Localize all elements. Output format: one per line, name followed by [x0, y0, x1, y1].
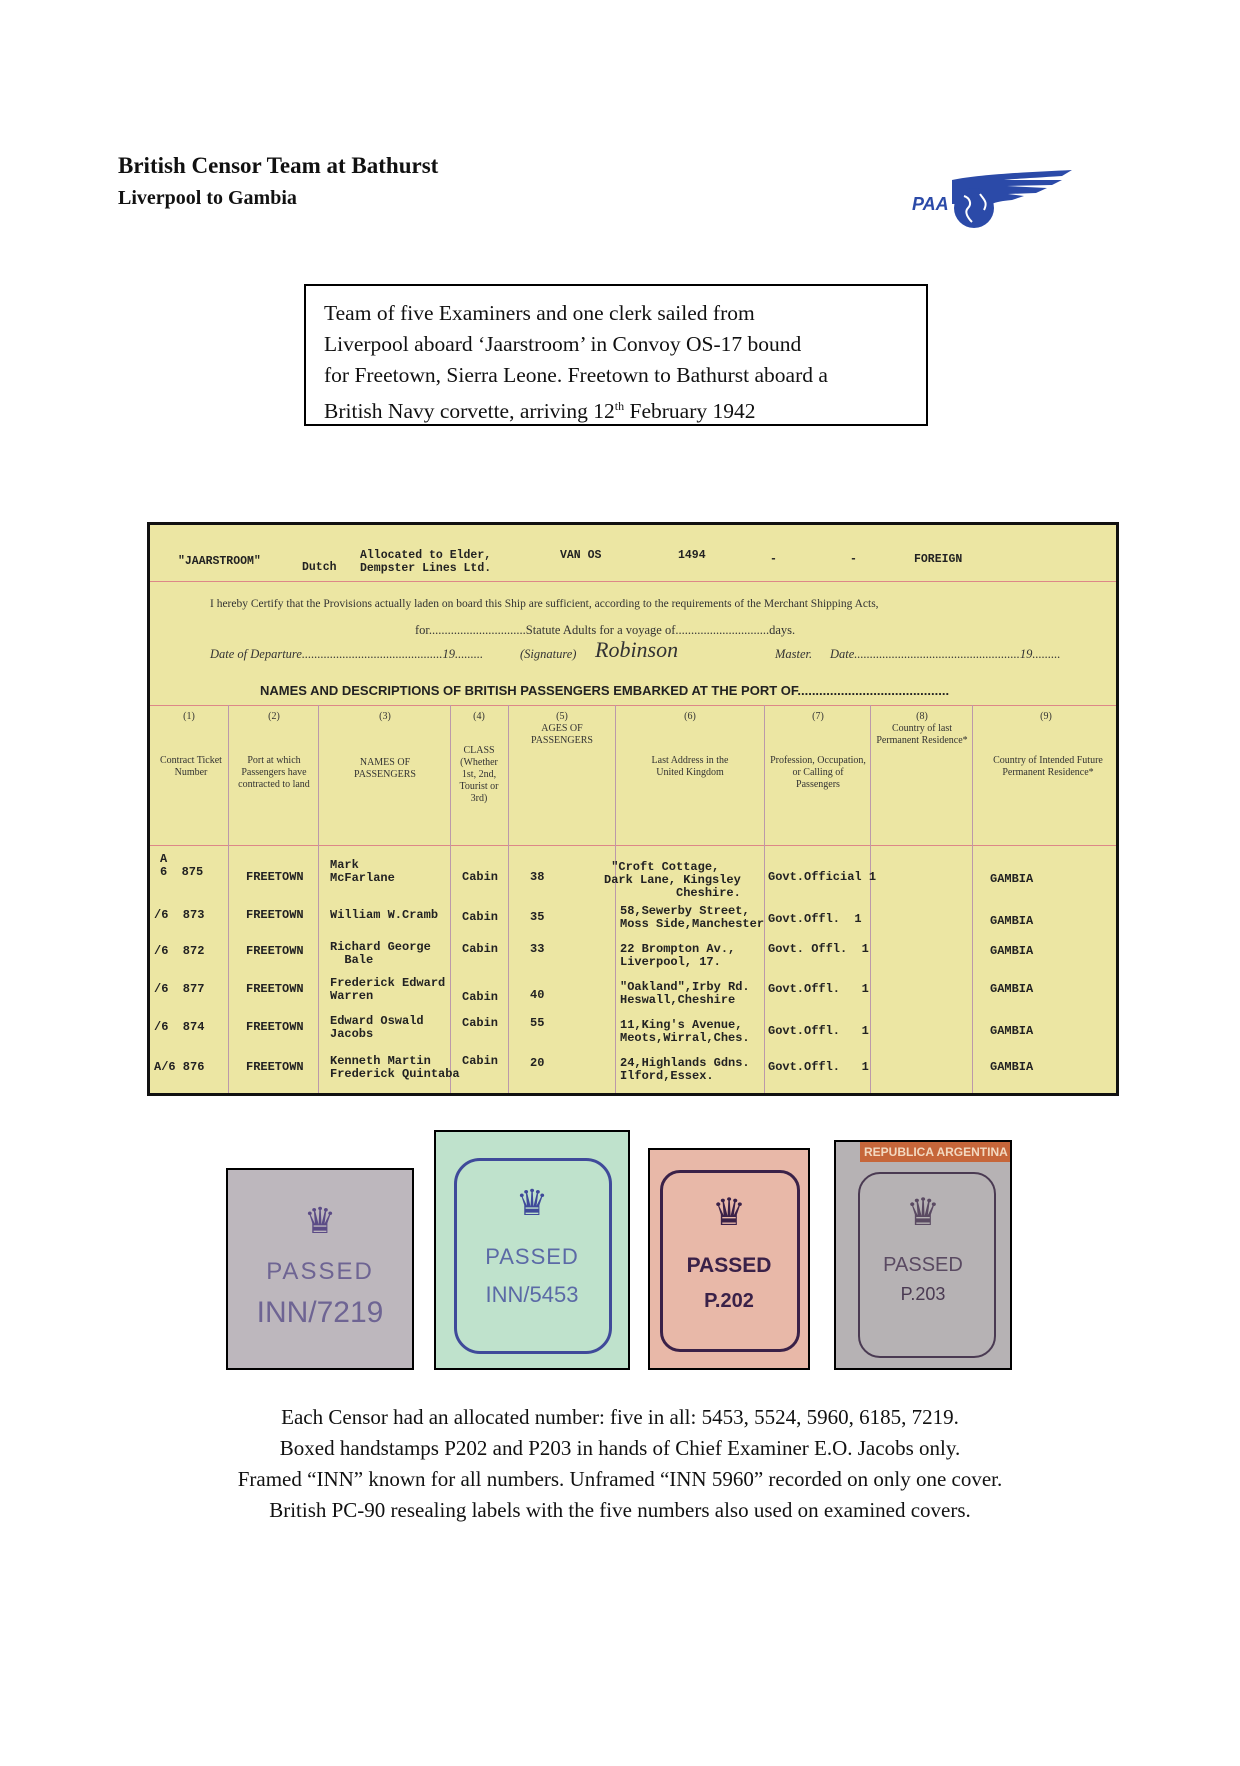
address: 58,Sewerby Street, Moss Side,Manchester: [620, 904, 765, 931]
names-heading: NAMES AND DESCRIPTIONS OF BRITISH PASSENGERS EMBARKED AT THE PORT OF..........................................: [260, 683, 950, 698]
page-title: British Censor Team at Bathurst: [118, 153, 439, 178]
ship-name: "JAARSTROOM": [178, 555, 261, 568]
censor-stamp-p203: [834, 1140, 1012, 1370]
logo-text: PAA: [912, 194, 949, 214]
info-box: [304, 284, 928, 426]
col-label-8: Country of last Permanent Residence*: [876, 723, 968, 746]
stamp-word: PASSED: [266, 1258, 374, 1285]
crown-icon: ♛: [905, 1192, 941, 1234]
profession: Govt.Offl. 1: [768, 982, 869, 996]
info-line-4-sup: th: [614, 399, 625, 413]
col-label-3: NAMES OF PASSENGERS: [354, 757, 416, 780]
class: Cabin: [462, 1054, 499, 1068]
ship-number: 1494: [678, 549, 706, 562]
future-residence: GAMBIA: [990, 872, 1034, 886]
foreign-label: FOREIGN: [914, 553, 963, 566]
address: "Croft Cottage, Dark Lane, Kingsley Cheshire.: [604, 860, 741, 900]
stamp-number: P.202: [704, 1290, 754, 1312]
passenger-name: Richard George Bale: [330, 940, 431, 967]
departure-date: Date of Departure.............................................19.........: [210, 647, 484, 661]
allocated-line-2: Dempster Lines Ltd.: [360, 562, 492, 575]
col-num-1: (1): [183, 711, 195, 722]
ship-nationality: Dutch: [302, 561, 337, 574]
paa-logo: [912, 170, 1072, 232]
dash-1: -: [770, 553, 777, 566]
signature-handwriting: Robinson: [595, 637, 679, 662]
info-line-4-pre: British Navy corvette, arriving 12: [324, 399, 615, 424]
stamp-number: INN/5453: [485, 1282, 579, 1307]
col-num-2: (2): [268, 711, 280, 722]
passenger-name: Kenneth Martin Frederick Quintaba: [330, 1054, 460, 1081]
stamp-number: INN/7219: [256, 1296, 384, 1329]
address: 11,King's Avenue, Meots,Wirral,Ches.: [620, 1018, 750, 1045]
col-label-2: Port at which Passengers have contracted to land: [238, 755, 310, 790]
caption-line-2: Boxed handstamps P202 and P203 in hands of Chief Examiner E.O. Jacobs only.: [279, 1436, 961, 1460]
caption-line-1: Each Censor had an allocated number: five in all: 5453, 5524, 5960, 6185, 7219.: [281, 1405, 959, 1429]
postage-stamp-strip: REPUBLICA ARGENTINA: [860, 1142, 1012, 1162]
ticket-number: A/6 876: [154, 1060, 205, 1074]
age: 38: [530, 870, 545, 884]
info-line-3: for Freetown, Sierra Leone. Freetown to Bathurst aboard a: [324, 363, 828, 387]
passenger-name: Frederick Edward Warren: [330, 976, 446, 1003]
ticket-number: A 6 875: [160, 852, 204, 879]
stamp-word: PASSED: [485, 1244, 579, 1269]
col-label-5: AGES OF PASSENGERS: [531, 723, 593, 746]
table-header-line: [150, 845, 1119, 846]
caption-line-3: Framed “INN” known for all numbers. Unframed “INN 5960” recorded on only one cover.: [237, 1467, 1003, 1491]
col-sep: [972, 705, 973, 1096]
future-residence: GAMBIA: [990, 1024, 1034, 1038]
age: 40: [530, 988, 545, 1002]
stamp-number: P.203: [900, 1284, 946, 1304]
passenger-name: Edward Oswald Jacobs: [330, 1014, 424, 1041]
table-top-line: [150, 705, 1119, 706]
col-num-4: (4): [473, 711, 485, 722]
future-residence: GAMBIA: [990, 914, 1034, 928]
col-sep: [318, 705, 319, 1096]
paa-winged-globe-icon: [912, 170, 1072, 232]
info-line-1: Team of five Examiners and one clerk sailed from: [324, 301, 755, 325]
class: Cabin: [462, 870, 499, 884]
info-line-4-post: February 1942: [624, 399, 756, 424]
age: 55: [530, 1016, 545, 1030]
crown-icon: ♛: [303, 1200, 337, 1241]
master-label: Master.: [775, 647, 813, 661]
address: 22 Brompton Av., Liverpool, 17.: [620, 942, 736, 969]
page-subtitle: Liverpool to Gambia: [118, 187, 297, 209]
col-sep: [764, 705, 765, 1096]
signature-label: (Signature): [520, 647, 577, 661]
profession: Govt.Offl. 1: [768, 1024, 869, 1038]
date-label: Date.....................................................19.........: [830, 647, 1061, 661]
class: Cabin: [462, 942, 499, 956]
stamp-word: PASSED: [883, 1254, 963, 1276]
cert-line-2: for...............................Statute Adults for a voyage of..............................days.: [415, 623, 796, 637]
profession: Govt.Official 1: [768, 870, 877, 884]
class: Cabin: [462, 910, 499, 924]
age: 33: [530, 942, 545, 956]
col-sep: [870, 705, 871, 1096]
profession: Govt.Offl. 1: [768, 1060, 869, 1074]
passenger-name: Mark McFarlane: [330, 858, 395, 885]
col-label-6: Last Address in the United Kingdom: [651, 755, 729, 778]
col-sep: [228, 705, 229, 1096]
ticket-number: /6 877: [154, 982, 205, 996]
censor-stamp-inn-7219: [226, 1168, 414, 1370]
col-num-7: (7): [812, 711, 824, 722]
info-line-4: [324, 391, 908, 427]
port: FREETOWN: [246, 944, 304, 958]
col-label-7: Profession, Occupation, or Calling of Passengers: [770, 755, 866, 790]
future-residence: GAMBIA: [990, 982, 1034, 996]
ticket-number: /6 872: [154, 944, 205, 958]
ticket-number: /6 873: [154, 908, 205, 922]
ticket-number: /6 874: [154, 1020, 205, 1034]
stamp-word: PASSED: [686, 1254, 772, 1277]
crown-icon: ♛: [515, 1182, 549, 1223]
col-label-4: CLASS (Whether 1st, 2nd, Tourist or 3rd): [459, 745, 499, 804]
col-num-5: (5): [556, 711, 568, 722]
future-residence: GAMBIA: [990, 944, 1034, 958]
age: 35: [530, 910, 545, 924]
profession: Govt.Offl. 1: [768, 912, 862, 926]
censor-stamp-p202: [648, 1148, 810, 1370]
col-label-9: Country of Intended Future Permanent Residence*: [993, 755, 1103, 778]
censor-stamp-inn-5453: [434, 1130, 630, 1370]
col-num-9: (9): [1040, 711, 1052, 722]
class: Cabin: [462, 990, 499, 1004]
col-label-1: Contract Ticket Number: [160, 755, 222, 778]
van-os: VAN OS: [560, 549, 602, 562]
col-num-8: (8): [916, 711, 928, 722]
col-num-6: (6): [684, 711, 696, 722]
dash-2: -: [850, 553, 857, 566]
port: FREETOWN: [246, 982, 304, 996]
cert-line-1: I hereby Certify that the Provisions actually laden on board this Ship are sufficient, according to the requirements of the Merchant Shipping Acts,: [210, 598, 879, 610]
address: 24,Highlands Gdns. Ilford,Essex.: [620, 1056, 750, 1083]
port: FREETOWN: [246, 870, 304, 884]
caption: [0, 1402, 1240, 1526]
port: FREETOWN: [246, 1020, 304, 1034]
info-line-2: Liverpool aboard ‘Jaarstroom’ in Convoy OS-17 bound: [324, 332, 802, 356]
passenger-name: William W.Cramb: [330, 908, 439, 922]
col-sep: [450, 705, 451, 1096]
address: "Oakland",Irby Rd. Heswall,Cheshire: [620, 980, 750, 1007]
col-sep: [508, 705, 509, 1096]
crown-icon: ♛: [711, 1192, 747, 1234]
age: 20: [530, 1056, 545, 1070]
passenger-manifest: [147, 522, 1119, 1096]
profession: Govt. Offl. 1: [768, 942, 869, 956]
allocated-line-1: Allocated to Elder,: [360, 549, 492, 562]
col-num-3: (3): [379, 711, 391, 722]
col-sep: [615, 705, 616, 1096]
caption-line-4: British PC-90 resealing labels with the five numbers also used on examined covers.: [269, 1498, 971, 1522]
future-residence: GAMBIA: [990, 1060, 1034, 1074]
divider: [150, 581, 1119, 582]
class: Cabin: [462, 1016, 499, 1030]
port: FREETOWN: [246, 908, 304, 922]
port: FREETOWN: [246, 1060, 304, 1074]
